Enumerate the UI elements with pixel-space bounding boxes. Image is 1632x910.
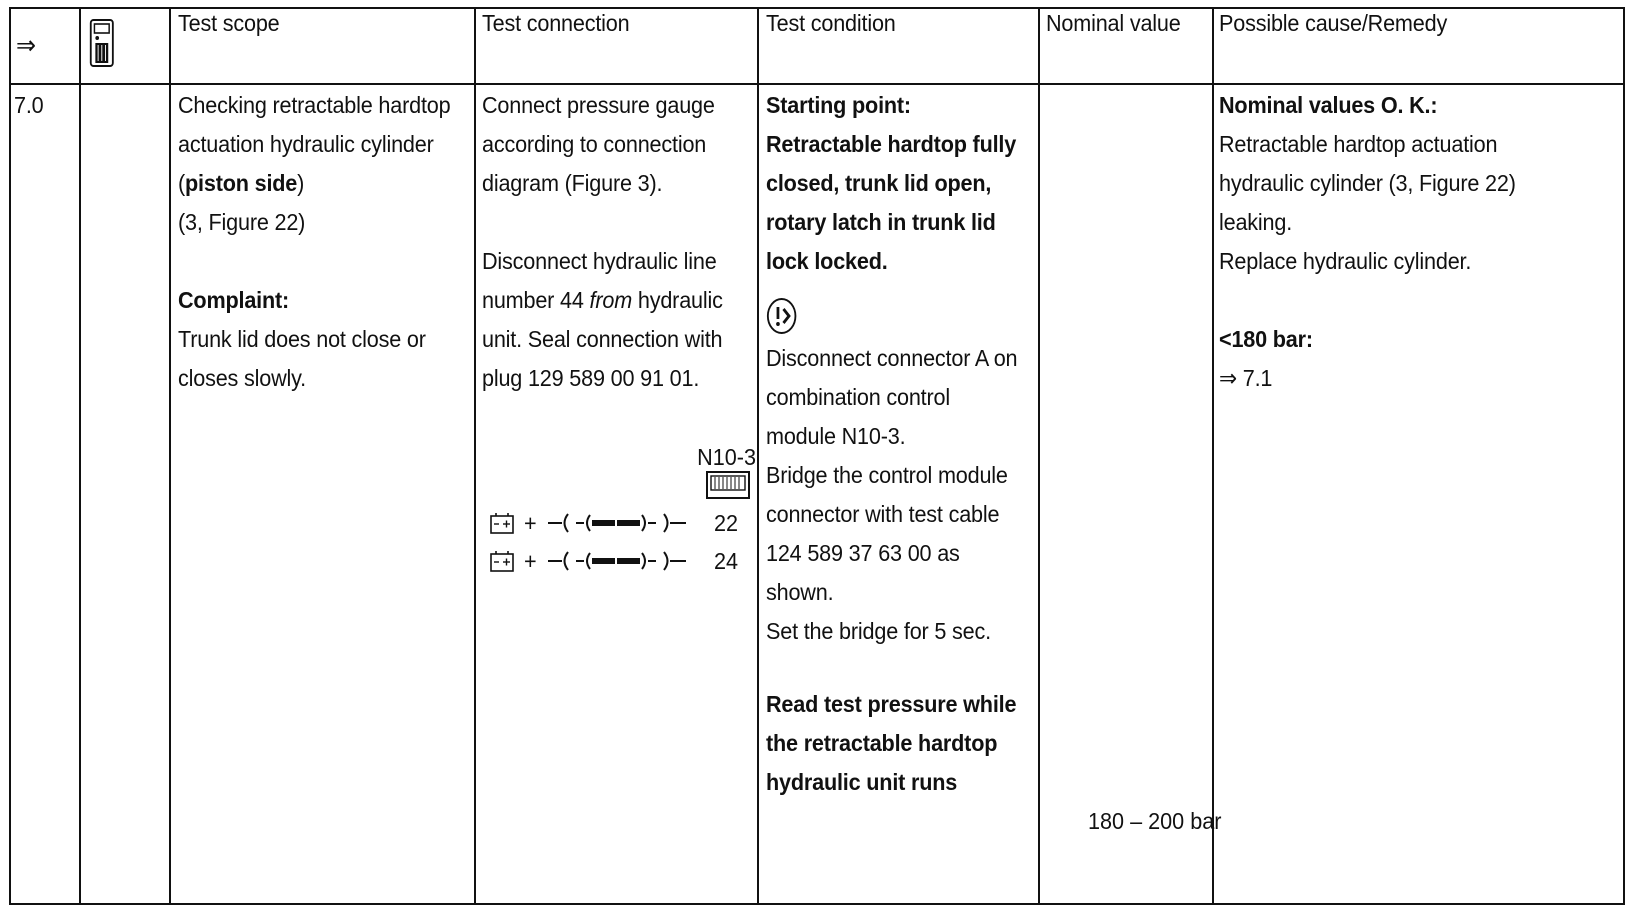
header-arrow: ⇒: [16, 30, 36, 60]
header-possible-cause: Possible cause/Remedy: [1219, 10, 1448, 36]
header-test-connection: Test connection: [482, 10, 630, 36]
connection-line: Connect pressure gauge: [482, 92, 715, 118]
condition-line: lock locked.: [766, 248, 888, 274]
condition-line: Retractable hardtop fully: [766, 131, 1017, 157]
pin-number: 24: [714, 548, 739, 574]
battery-icon: [490, 512, 514, 534]
condition-line: connector with test cable: [766, 501, 1000, 527]
connection-line: unit. Seal connection with: [482, 326, 723, 352]
scope-line: actuation hydraulic cylinder: [178, 131, 434, 157]
header-test-condition: Test condition: [766, 10, 896, 36]
test-condition-cell: [766, 86, 1033, 802]
text-span: number 44: [482, 287, 590, 313]
bridge-cable-icon: [546, 511, 706, 535]
header-nominal-value: Nominal value: [1046, 10, 1181, 36]
condition-line: Read test pressure while: [766, 691, 1017, 717]
bridge-cable-icon: [546, 549, 706, 573]
complaint-line: closes slowly.: [178, 365, 306, 391]
header-test-scope: Test scope: [178, 10, 280, 36]
condition-line: shown.: [766, 579, 834, 605]
pin-number: 22: [714, 510, 739, 536]
condition-line: Disconnect connector A on: [766, 345, 1018, 371]
connection-line: diagram (Figure 3).: [482, 170, 663, 196]
column-divider: [79, 9, 81, 903]
test-connection-cell: [482, 86, 749, 398]
condition-line: combination control: [766, 384, 950, 410]
plus-sign: +: [524, 548, 537, 574]
cause-line: leaking.: [1219, 209, 1293, 235]
condition-line: 124 589 37 63 00 as: [766, 540, 960, 566]
condition-line: rotary latch in trunk lid: [766, 209, 996, 235]
condition-line: Bridge the control module: [766, 462, 1008, 488]
low-pressure-label: <180 bar:: [1219, 326, 1313, 352]
scope-line: [178, 164, 454, 203]
test-scope-cell: [178, 86, 454, 398]
nominal-value: 180 – 200 bar: [1088, 808, 1222, 834]
column-divider: [1212, 9, 1214, 903]
complaint-line: Trunk lid does not close or: [178, 326, 426, 352]
possible-cause-cell: [1219, 86, 1523, 398]
plus-sign: +: [524, 510, 537, 536]
cause-line: Replace hydraulic cylinder.: [1219, 248, 1472, 274]
condition-line: Set the bridge for 5 sec.: [766, 618, 991, 644]
connection-line: [482, 281, 749, 320]
paren: (: [178, 170, 186, 196]
condition-line: hydraulic unit runs: [766, 769, 958, 795]
scope-line: (3, Figure 22): [178, 209, 306, 235]
condition-line: closed, trunk lid open,: [766, 170, 992, 196]
column-divider: [169, 9, 171, 903]
piston-side: piston side: [185, 170, 298, 196]
battery-icon: [490, 550, 514, 572]
complaint-label: Complaint:: [178, 287, 290, 313]
ignition-off-icon: [766, 281, 1033, 339]
cause-line: hydraulic cylinder (3, Figure 22): [1219, 170, 1516, 196]
connection-line: according to connection: [482, 131, 707, 157]
starting-point-label: Starting point:: [766, 92, 911, 118]
paren: ): [297, 170, 305, 196]
from-italic: from: [589, 287, 633, 313]
cause-line: Retractable hardtop actuation: [1219, 131, 1498, 157]
header-divider: [11, 83, 1623, 85]
connection-line: Disconnect hydraulic line: [482, 248, 717, 274]
condition-line: the retractable hardtop: [766, 730, 998, 756]
step-number: 7.0: [14, 92, 44, 118]
column-divider: [474, 9, 476, 903]
step-reference: ⇒ 7.1: [1219, 365, 1273, 391]
connection-line: plug 129 589 00 91 01.: [482, 365, 700, 391]
text-span: hydraulic: [632, 287, 723, 313]
scope-line: Checking retractable hardtop: [178, 92, 451, 118]
connection-diagram: [488, 445, 778, 595]
condition-line: module N10-3.: [766, 423, 906, 449]
connector-icon: [706, 471, 750, 499]
nominal-ok-label: Nominal values O. K.:: [1219, 92, 1438, 118]
column-divider: [1038, 9, 1040, 903]
module-label: N10-3: [697, 444, 756, 470]
tester-device-icon: [88, 18, 116, 75]
